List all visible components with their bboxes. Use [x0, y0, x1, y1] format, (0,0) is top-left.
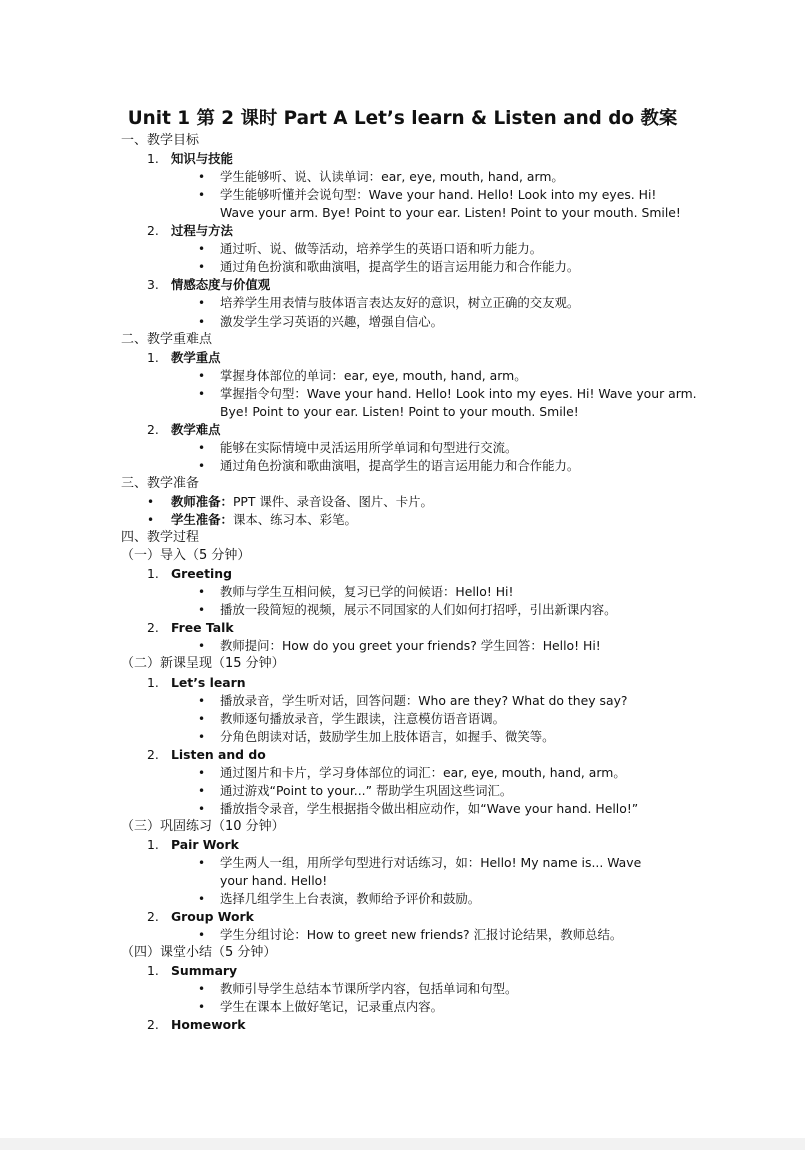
item-number: 1. — [147, 963, 159, 979]
item-number: 2. — [147, 620, 159, 636]
bullet-icon: • — [198, 585, 206, 600]
bullet-text: 学生能够听懂并会说句型：Wave your hand. Hello! Look into my eyes. Hi! — [220, 187, 657, 203]
bullet-icon: • — [198, 260, 206, 275]
bullet-text: 掌握指令句型：Wave your hand. Hello! Look into my eyes. Hi! Wave your arm. — [220, 385, 697, 401]
bullet-text: 掌握身体部位的单词：ear, eye, mouth, hand, arm。 — [220, 367, 527, 383]
bullet-text: 学生在课本上做好笔记，记录重点内容。 — [220, 999, 444, 1015]
bullet-icon: • — [198, 440, 206, 455]
bullet-text: 激发学生学习英语的兴趣，增强自信心。 — [220, 313, 444, 329]
heading-text: （一）导入（5 分钟） — [121, 548, 251, 564]
bullet-icon: • — [198, 783, 206, 798]
bullet-text: 学生分组讨论：How to greet new friends? 汇报讨论结果，教师总结。 — [220, 927, 623, 943]
bullet-icon: • — [198, 892, 206, 907]
item-title: 教学难点 — [171, 421, 221, 437]
bullet-icon: • — [198, 170, 206, 185]
bullet-icon: • — [147, 513, 155, 528]
bullet-icon: • — [198, 314, 206, 329]
bullet-text: 通过图片和卡片，学习身体部位的词汇：ear, eye, mouth, hand, arm。 — [220, 764, 626, 780]
bullet-icon: • — [198, 458, 206, 473]
item-number: 1. — [147, 836, 159, 852]
bullet-icon: • — [198, 603, 206, 618]
item-number: 2. — [147, 909, 159, 925]
heading-text: 一、教学目标 — [121, 133, 200, 148]
bullet-text: 培养学生用表情与肢体语言表达友好的意识，树立正确的交友观。 — [220, 295, 580, 311]
bullet-label: 教师准备： — [171, 494, 233, 509]
bullet-text: 学生能够听、说、认读单词：ear, eye, mouth, hand, arm。 — [220, 169, 564, 185]
bullet-icon: • — [147, 495, 155, 509]
item-number: 2. — [147, 746, 159, 762]
item-number: 1. — [147, 674, 159, 690]
heading-text: （三）巩固练习（10 分钟） — [121, 818, 285, 834]
item-title: Pair Work — [171, 836, 239, 852]
item-number: 1. — [147, 151, 159, 167]
bullet-icon: • — [198, 693, 206, 708]
bullet-text: 播放录音，学生听对话，回答问题：Who are they? What do they say? — [220, 692, 628, 708]
item-number: 1. — [147, 349, 159, 365]
bullet-text: 通过听、说、做等活动，培养学生的英语口语和听力能力。 — [220, 241, 543, 257]
bullet-text: Bye! Point to your ear. Listen! Point to your mouth. Smile! — [220, 403, 579, 419]
bullet-text: 通过游戏“Point to your...” 帮助学生巩固这些词汇。 — [220, 782, 513, 798]
bullet-icon: • — [198, 296, 206, 311]
bullet-icon: • — [198, 801, 206, 816]
heading-text: 四、教学过程 — [121, 530, 200, 546]
item-title: 情感态度与价值观 — [171, 277, 271, 293]
bullet-icon: • — [198, 711, 206, 726]
bullet-icon: • — [198, 982, 206, 997]
heading-text: 三、教学准备 — [121, 475, 200, 491]
bullet-icon: • — [198, 765, 206, 780]
heading-text: 二、教学重难点 — [121, 331, 213, 347]
bullet-icon: • — [198, 856, 206, 870]
item-title: Let’s learn — [171, 674, 246, 690]
item-title: 教学重点 — [171, 349, 221, 365]
bullet-text: 教师与学生互相问候，复习已学的问候语：Hello! Hi! — [220, 584, 514, 600]
bullet-value: 课本、练习本、彩笔。 — [232, 512, 357, 528]
bullet-text: 教师引导学生总结本节课所学内容，包括单词和句型。 — [220, 981, 518, 997]
item-number: 2. — [147, 223, 159, 239]
item-title: 知识与技能 — [171, 151, 233, 167]
bullet-text: 教师提问：How do you greet your friends? 学生回答：Hello! Hi! — [220, 638, 601, 654]
bullet-text: 播放一段简短的视频，展示不同国家的人们如何打招呼，引出新课内容。 — [220, 602, 617, 618]
bullet-icon: • — [198, 928, 206, 943]
bullet-text: Wave your arm. Bye! Point to your ear. Listen! Point to your mouth. Smile! — [220, 205, 681, 221]
item-title: Group Work — [171, 909, 254, 925]
item-number: 2. — [147, 421, 159, 437]
item-number: 2. — [147, 1017, 159, 1033]
bullet-text — [171, 511, 357, 529]
bullet-text: 通过角色扮演和歌曲演唱，提高学生的语言运用能力和合作能力。 — [220, 259, 580, 275]
bullet-text: 选择几组学生上台表演，教师给予评价和鼓励。 — [220, 891, 481, 907]
bullet-value: PPT 课件、录音设备、图片、卡片。 — [232, 494, 433, 509]
bullet-icon: • — [198, 386, 206, 401]
bullet-icon: • — [198, 188, 206, 203]
bullet-text: 能够在实际情境中灵活运用所学单词和句型进行交流。 — [220, 439, 518, 455]
bullet-icon: • — [198, 368, 206, 383]
heading-text: （四）课堂小结（5 分钟） — [121, 945, 277, 961]
item-title: Greeting — [171, 566, 232, 582]
bullet-icon: • — [198, 242, 206, 257]
item-title: 过程与方法 — [171, 223, 233, 239]
bullet-text: 学生两人一组，用所学句型进行对话练习，如：Hello! My name is... Wave — [220, 855, 642, 870]
bullet-text: 播放指令录音，学生根据指令做出相应动作，如“Wave your hand. Hello!” — [220, 800, 639, 816]
item-title: Summary — [171, 963, 238, 979]
item-title: Listen and do — [171, 746, 266, 762]
bullet-text: 通过角色扮演和歌曲演唱，提高学生的语言运用能力和合作能力。 — [220, 457, 580, 473]
item-number: 3. — [147, 277, 159, 293]
bullet-label: 学生准备： — [171, 512, 233, 528]
item-title: Free Talk — [171, 620, 234, 636]
bullet-text — [171, 493, 433, 511]
bullet-text: your hand. Hello! — [220, 873, 328, 889]
heading-text: （二）新课呈现（15 分钟） — [121, 656, 285, 672]
bullet-text: 分角色朗读对话，鼓励学生加上肢体语言，如握手、微笑等。 — [220, 728, 555, 744]
bullet-icon: • — [198, 729, 206, 744]
bullet-text: 教师逐句播放录音，学生跟读，注意模仿语音语调。 — [220, 710, 505, 726]
document-title: Unit 1 第 2 课时 Part A Let’s learn & Listen and do 教案 — [127, 108, 678, 129]
item-number: 1. — [147, 566, 159, 582]
bullet-icon: • — [198, 1000, 206, 1015]
item-title: Homework — [171, 1017, 246, 1033]
bullet-icon: • — [198, 639, 206, 654]
